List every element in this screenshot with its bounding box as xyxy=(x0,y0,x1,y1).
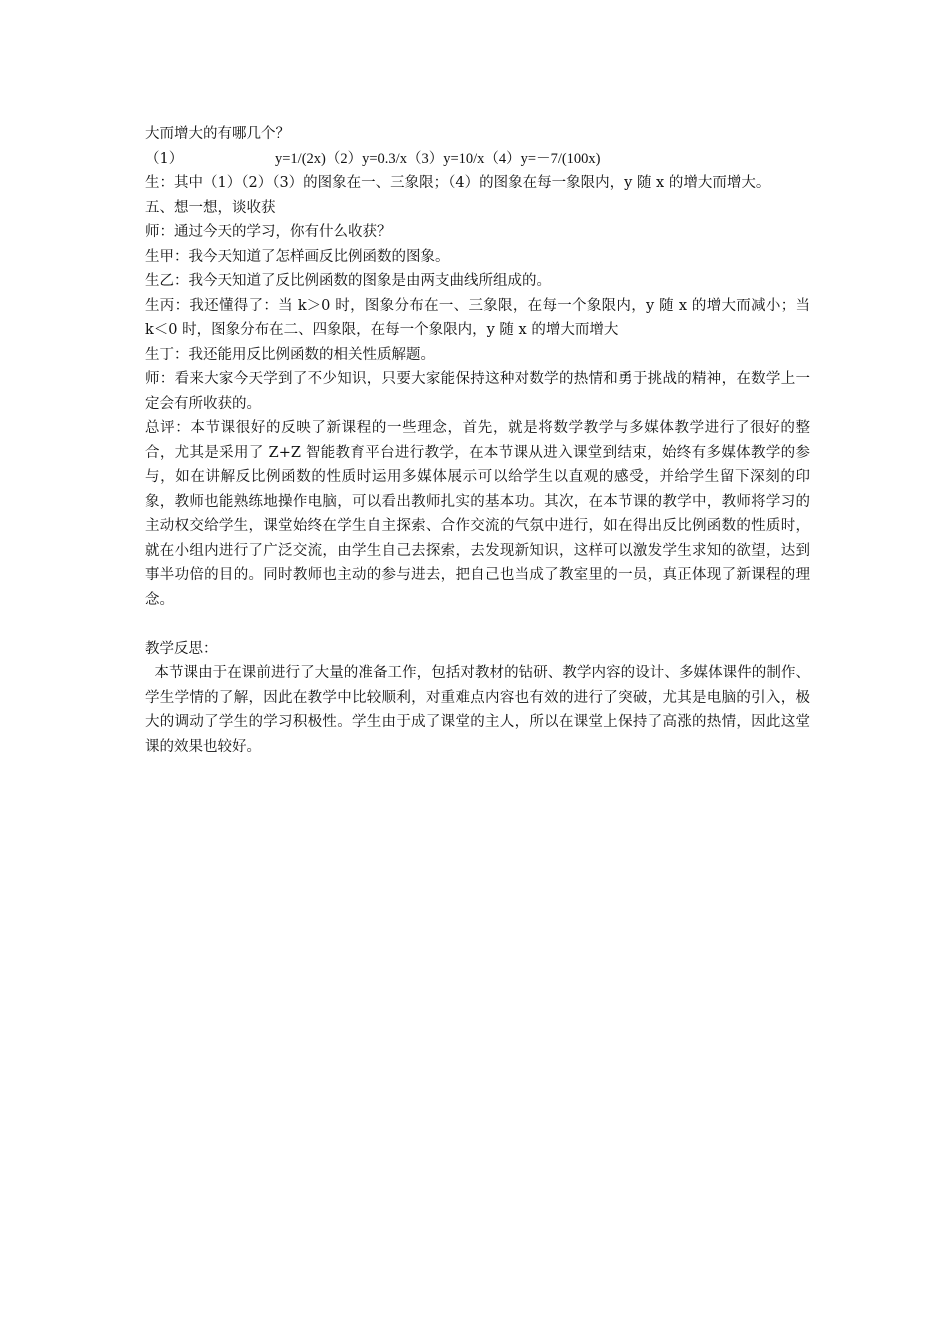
student-a-answer: 生甲：我今天知道了怎样画反比例函数的图象。 xyxy=(145,248,450,265)
student-d-answer: 生丁：我还能用反比例函数的相关性质解题。 xyxy=(145,346,435,363)
formula-text: y=1/(2x)（2）y=0.3/x（3）y=10/x（4）y=－7/(100x) xyxy=(275,150,601,167)
teacher-conclusion: 师：看来大家今天学到了不少知识，只要大家能保持这种对数学的热情和勇于挑战的精神，在数学上一定会有所收获的。 xyxy=(145,371,810,412)
teacher-question: 师：通过今天的学习，你有什么收获？ xyxy=(145,224,392,240)
summary-paragraph: 总评：本节课很好的反映了新课程的一些理念，首先，就是将数学教学与多媒体教学进行了很好的整合，尤其是采用了 Z+Z 智能教育平台进行教学，在本节课从进入课堂到结束，始终有多媒体教学的参与，如在讲解反比例函数的性质时运用多媒体展示可以给学生以直观的感受，并给学生留下深刻的印象，教师也能熟练地操作电脑，可以看出教师扎实的基本功。其次，在本节课的教学中，教师将学习的主动权交给学生，课堂始终在学生自主探索、合作交流的气氛中进行，如在得出反比例函数的性质时，就在小组内进行了广泛交流，由学生自己去探索，去发现新知识，这样可以激发学生求知的欲望，达到事半功倍的目的。同时教师也主动的参与进去，把自己也当成了教室里的一员，真正体现了新课程的理念。 xyxy=(145,420,810,608)
paragraph-gap xyxy=(145,612,810,637)
question-tail-line: 大而增大的有哪几个？ xyxy=(145,126,290,142)
section-heading: 五、想一想，谈收获 xyxy=(145,199,276,216)
formula-line xyxy=(145,147,810,172)
student-b-answer: 生乙：我今天知道了反比例函数的图象是由两支曲线所组成的。 xyxy=(145,273,551,289)
student-answer: 生：其中（1）（2）（3）的图象在一、三象限；（4）的图象在每一象限内，y 随 x 的增大而增大。 xyxy=(145,175,771,191)
reflection-heading: 教学反思： xyxy=(145,640,218,657)
reflection-paragraph: 本节课由于在课前进行了大量的准备工作，包括对教材的钻研、教学内容的设计、多媒体课件的制作、学生学情的了解，因此在教学中比较顺利，对重难点内容也有效的进行了突破，尤其是电脑的引入，极大的调动了学生的学习积极性。学生由于成了课堂的主人，所以在课堂上保持了高涨的热情，因此这堂课的效果也较好。 xyxy=(145,665,811,755)
document-body xyxy=(145,122,810,759)
formula-label: （1） xyxy=(145,150,184,167)
student-c-answer: 生丙：我还懂得了：当 k＞0 时，图象分布在一、三象限，在每一个象限内，y 随 x 的增大而减小；当 k＜0 时，图象分布在二、四象限，在每一个象限内，y 随 x 的增大而增大 xyxy=(145,297,810,338)
